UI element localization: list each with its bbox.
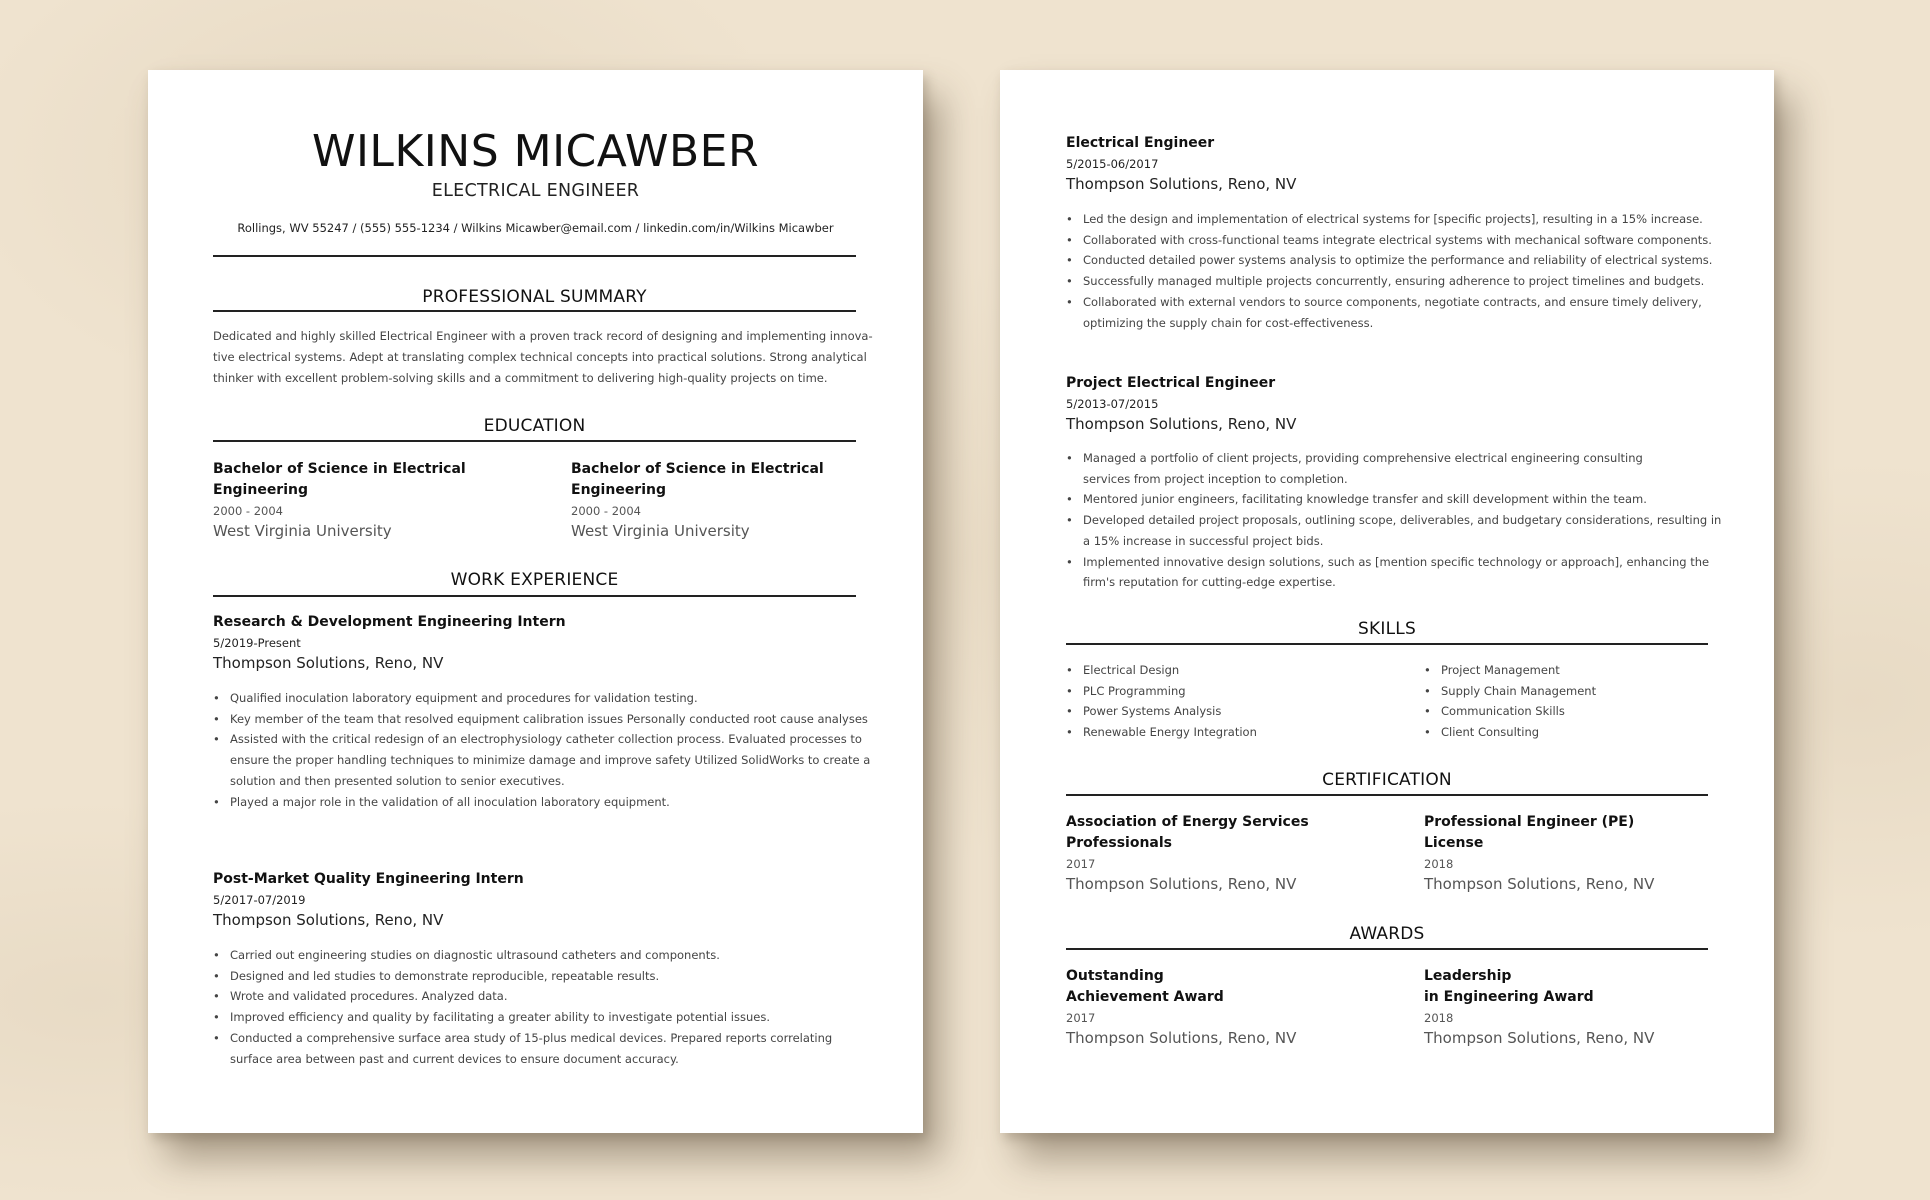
job-bullets xyxy=(1066,448,1756,593)
summary-text xyxy=(213,326,873,389)
experience-divider xyxy=(213,595,856,597)
summary-divider xyxy=(213,310,856,312)
certification-entry xyxy=(1066,812,1396,894)
degree-line: Bachelor of Science in Electrical xyxy=(571,461,824,477)
bullet-text: Managed a portfolio of client projects, providing comprehensive electrical engineering consulting xyxy=(1083,451,1643,465)
bullet-text: solution and then presented solution to senior executives. xyxy=(230,773,565,788)
job-entry xyxy=(1066,373,1756,593)
bullet-dot-icon: • xyxy=(1066,683,1073,698)
bullet-text: Played a major role in the validation of all inoculation laboratory equipment. xyxy=(230,794,670,809)
bullet-dot-icon: • xyxy=(1066,704,1073,719)
certification-heading: CERTIFICATION xyxy=(1322,770,1452,790)
certification-name: Professionals xyxy=(1066,835,1172,851)
candidate-title: ELECTRICAL ENGINEER xyxy=(431,181,640,201)
skills-list-left xyxy=(1066,660,1396,743)
bullet-dot-icon: • xyxy=(1066,513,1073,528)
bullet-item xyxy=(1066,292,1756,333)
bullet-text: Qualified inoculation laboratory equipment and procedures for validation testing. xyxy=(230,691,698,705)
job-title: Post-Market Quality Engineering Intern xyxy=(213,871,524,887)
job-company: Thompson Solutions, Reno, NV xyxy=(213,654,444,672)
job-entry xyxy=(1066,133,1756,333)
bullet-text: ensure the proper handling techniques to minimize damage and improve safety Utilized SolidWorks to create a xyxy=(230,753,871,768)
bullet-item xyxy=(1066,448,1756,489)
skills-divider xyxy=(1066,643,1708,645)
summary-line: tive electrical systems. Adept at translating complex technical concepts into practical solutions. Strong analytical xyxy=(213,350,867,364)
skill-label: Project Management xyxy=(1441,663,1560,677)
bullet-text: Developed detailed project proposals, outlining scope, deliverables, and budgetary considerations, resulting in xyxy=(1083,513,1722,528)
bullet-text: Collaborated with cross-functional teams integrate electrical systems with mechanical software components. xyxy=(1083,232,1712,247)
bullet-dot-icon: • xyxy=(1066,492,1073,507)
bullet-item xyxy=(1066,209,1756,230)
award-org: Thompson Solutions, Reno, NV xyxy=(1066,1029,1297,1047)
bullet-item xyxy=(1066,250,1756,271)
job-title: Research & Development Engineering Intern xyxy=(213,614,566,630)
award-org: Thompson Solutions, Reno, NV xyxy=(1424,1029,1655,1047)
award-entry xyxy=(1066,966,1396,1048)
skill-label: PLC Programming xyxy=(1083,683,1186,698)
bullet-text: Mentored junior engineers, facilitating knowledge transfer and skill development within the team. xyxy=(1083,492,1647,507)
skill-label: Renewable Energy Integration xyxy=(1083,725,1257,740)
award-name: in Engineering Award xyxy=(1424,989,1594,1005)
header-divider xyxy=(213,255,856,257)
certification-divider xyxy=(1066,794,1708,796)
award-year: 2018 xyxy=(1424,1011,1454,1025)
bullet-dot-icon: • xyxy=(1066,294,1073,309)
bullet-dot-icon: • xyxy=(1066,212,1073,226)
bullet-text: Implemented innovative design solutions, such as [mention specific technology or approach], enhancing the xyxy=(1083,554,1710,569)
skill-item xyxy=(1424,701,1724,722)
certification-year: 2017 xyxy=(1066,857,1096,871)
job-title: Project Electrical Engineer xyxy=(1066,375,1276,391)
education-years: 2000 - 2004 xyxy=(213,504,283,518)
contact-line: Rollings, WV 55247 / (555) 555-1234 / Wilkins Micawber@email.com / linkedin.com/in/Wilkins Micawber xyxy=(237,221,834,235)
bullet-dot-icon: • xyxy=(1424,663,1431,677)
award-entry xyxy=(1424,966,1724,1048)
summary-line: thinker with excellent problem-solving skills and a commitment to delivering high-quality projects on time. xyxy=(213,371,828,385)
job-dates: 5/2019-Present xyxy=(213,636,301,650)
experience-heading: WORK EXPERIENCE xyxy=(450,570,619,590)
bullet-dot-icon: • xyxy=(1066,253,1073,268)
award-name: Leadership xyxy=(1424,968,1512,984)
school-name: West Virginia University xyxy=(213,522,392,540)
bullet-text: Conducted a comprehensive surface area study of 15-plus medical devices. Prepared reports correlating xyxy=(230,1030,833,1045)
bullet-dot-icon: • xyxy=(1066,232,1073,247)
bullet-text: Successfully managed multiple projects concurrently, ensuring adherence to project timelines and budgets. xyxy=(1083,274,1705,289)
bullet-text: Carried out engineering studies on diagnostic ultrasound catheters and components. xyxy=(230,948,720,962)
skill-label: Power Systems Analysis xyxy=(1083,704,1222,719)
job-dates: 5/2015-06/2017 xyxy=(1066,157,1159,171)
resume-page-1 xyxy=(148,70,923,1133)
job-bullets xyxy=(1066,209,1756,333)
certification-name: License xyxy=(1424,835,1484,851)
certification-org: Thompson Solutions, Reno, NV xyxy=(1424,875,1655,893)
bullet-item xyxy=(213,792,893,813)
bullet-dot-icon: • xyxy=(1424,704,1431,719)
bullet-item xyxy=(1066,510,1756,551)
bullet-text: firm's reputation for cutting-edge expertise. xyxy=(1083,575,1336,590)
bullet-item xyxy=(213,945,893,966)
awards-heading: AWARDS xyxy=(1349,924,1425,944)
education-entry xyxy=(213,459,533,541)
skill-label: Communication Skills xyxy=(1441,704,1565,719)
certification-name: Association of Energy Services xyxy=(1066,814,1309,830)
bullet-item xyxy=(1066,489,1756,510)
bullet-dot-icon: • xyxy=(213,1030,220,1045)
education-heading: EDUCATION xyxy=(483,416,586,436)
bullet-item xyxy=(213,709,893,730)
certification-org: Thompson Solutions, Reno, NV xyxy=(1066,875,1297,893)
job-entry xyxy=(213,869,893,1069)
skill-item xyxy=(1424,722,1724,743)
bullet-dot-icon: • xyxy=(213,691,220,705)
bullet-text: Conducted detailed power systems analysis to optimize the performance and reliability of electrical systems. xyxy=(1083,253,1713,268)
education-years: 2000 - 2004 xyxy=(571,504,641,518)
job-company: Thompson Solutions, Reno, NV xyxy=(1066,175,1297,193)
education-entry xyxy=(571,459,871,541)
bullet-dot-icon: • xyxy=(213,968,220,983)
job-bullets xyxy=(213,688,893,812)
job-company: Thompson Solutions, Reno, NV xyxy=(1066,415,1297,433)
school-name: West Virginia University xyxy=(571,522,750,540)
bullet-dot-icon: • xyxy=(1424,683,1431,698)
bullet-text: Key member of the team that resolved equipment calibration issues Personally conducted root cause analyses xyxy=(230,711,868,726)
bullet-item xyxy=(213,986,893,1007)
skills-heading: SKILLS xyxy=(1358,619,1416,639)
bullet-item xyxy=(213,729,893,791)
bullet-dot-icon: • xyxy=(1066,554,1073,569)
summary-line: Dedicated and highly skilled Electrical Engineer with a proven track record of designing and implementing innova- xyxy=(213,329,873,343)
degree-line: Engineering xyxy=(213,482,308,498)
job-dates: 5/2013-07/2015 xyxy=(1066,397,1159,411)
resume-page-2 xyxy=(1000,70,1774,1133)
skill-item xyxy=(1424,660,1724,681)
bullet-dot-icon: • xyxy=(213,794,220,809)
bullet-dot-icon: • xyxy=(213,732,220,747)
awards-divider xyxy=(1066,948,1708,950)
bullet-item xyxy=(213,966,893,987)
award-name: Outstanding xyxy=(1066,968,1164,984)
bullet-text: Designed and led studies to demonstrate reproducible, repeatable results. xyxy=(230,968,660,983)
skill-item xyxy=(1066,701,1396,722)
bullet-dot-icon: • xyxy=(1424,725,1431,740)
bullet-item xyxy=(213,688,893,709)
skill-label: Supply Chain Management xyxy=(1441,683,1597,698)
bullet-dot-icon: • xyxy=(1066,663,1073,677)
skills-list-right xyxy=(1424,660,1724,743)
bullet-text: services from project inception to completion. xyxy=(1083,471,1348,486)
job-entry xyxy=(213,612,893,812)
job-company: Thompson Solutions, Reno, NV xyxy=(213,911,444,929)
job-dates: 5/2017-07/2019 xyxy=(213,893,306,907)
certification-year: 2018 xyxy=(1424,857,1454,871)
certification-entry xyxy=(1424,812,1724,894)
education-divider xyxy=(213,440,856,442)
bullet-dot-icon: • xyxy=(213,948,220,962)
bullet-text: surface area between past and current devices to ensure document accuracy. xyxy=(230,1051,679,1066)
summary-heading: PROFESSIONAL SUMMARY xyxy=(422,287,647,307)
bullet-text: Collaborated with external vendors to source components, negotiate contracts, and ensure timely delivery, xyxy=(1083,294,1702,309)
award-year: 2017 xyxy=(1066,1011,1096,1025)
bullet-text: Led the design and implementation of electrical systems for [specific projects], resulting in a 15% increase. xyxy=(1083,212,1703,226)
skill-item xyxy=(1066,681,1396,702)
bullet-dot-icon: • xyxy=(213,989,220,1004)
skill-item xyxy=(1424,681,1724,702)
skill-label: Client Consulting xyxy=(1441,725,1540,740)
bullet-dot-icon: • xyxy=(1066,451,1073,465)
bullet-dot-icon: • xyxy=(213,711,220,726)
degree-line: Engineering xyxy=(571,482,666,498)
bullet-text: Assisted with the critical redesign of an electrophysiology catheter collection process. Evaluated processes to xyxy=(230,732,862,747)
bullet-item xyxy=(213,1028,893,1069)
bullet-dot-icon: • xyxy=(213,1010,220,1025)
degree-line: Bachelor of Science in Electrical xyxy=(213,461,466,477)
bullet-text: Wrote and validated procedures. Analyzed data. xyxy=(230,989,508,1004)
certification-name: Professional Engineer (PE) xyxy=(1424,814,1635,830)
skill-label: Electrical Design xyxy=(1083,663,1180,677)
job-bullets xyxy=(213,945,893,1069)
bullet-item xyxy=(1066,271,1756,292)
job-title: Electrical Engineer xyxy=(1066,135,1215,151)
bullet-dot-icon: • xyxy=(1066,274,1073,289)
bullet-text: a 15% increase in successful project bids. xyxy=(1083,533,1324,548)
skill-item xyxy=(1066,722,1396,743)
bullet-text: Improved efficiency and quality by facilitating a greater ability to investigate potential issues. xyxy=(230,1010,770,1025)
candidate-name: WILKINS MICAWBER xyxy=(311,126,760,177)
award-name: Achievement Award xyxy=(1066,989,1224,1005)
bullet-item xyxy=(1066,552,1756,593)
bullet-item xyxy=(1066,230,1756,251)
skill-item xyxy=(1066,660,1396,681)
bullet-dot-icon: • xyxy=(1066,725,1073,740)
bullet-text: optimizing the supply chain for cost-effectiveness. xyxy=(1083,315,1374,330)
bullet-item xyxy=(213,1007,893,1028)
